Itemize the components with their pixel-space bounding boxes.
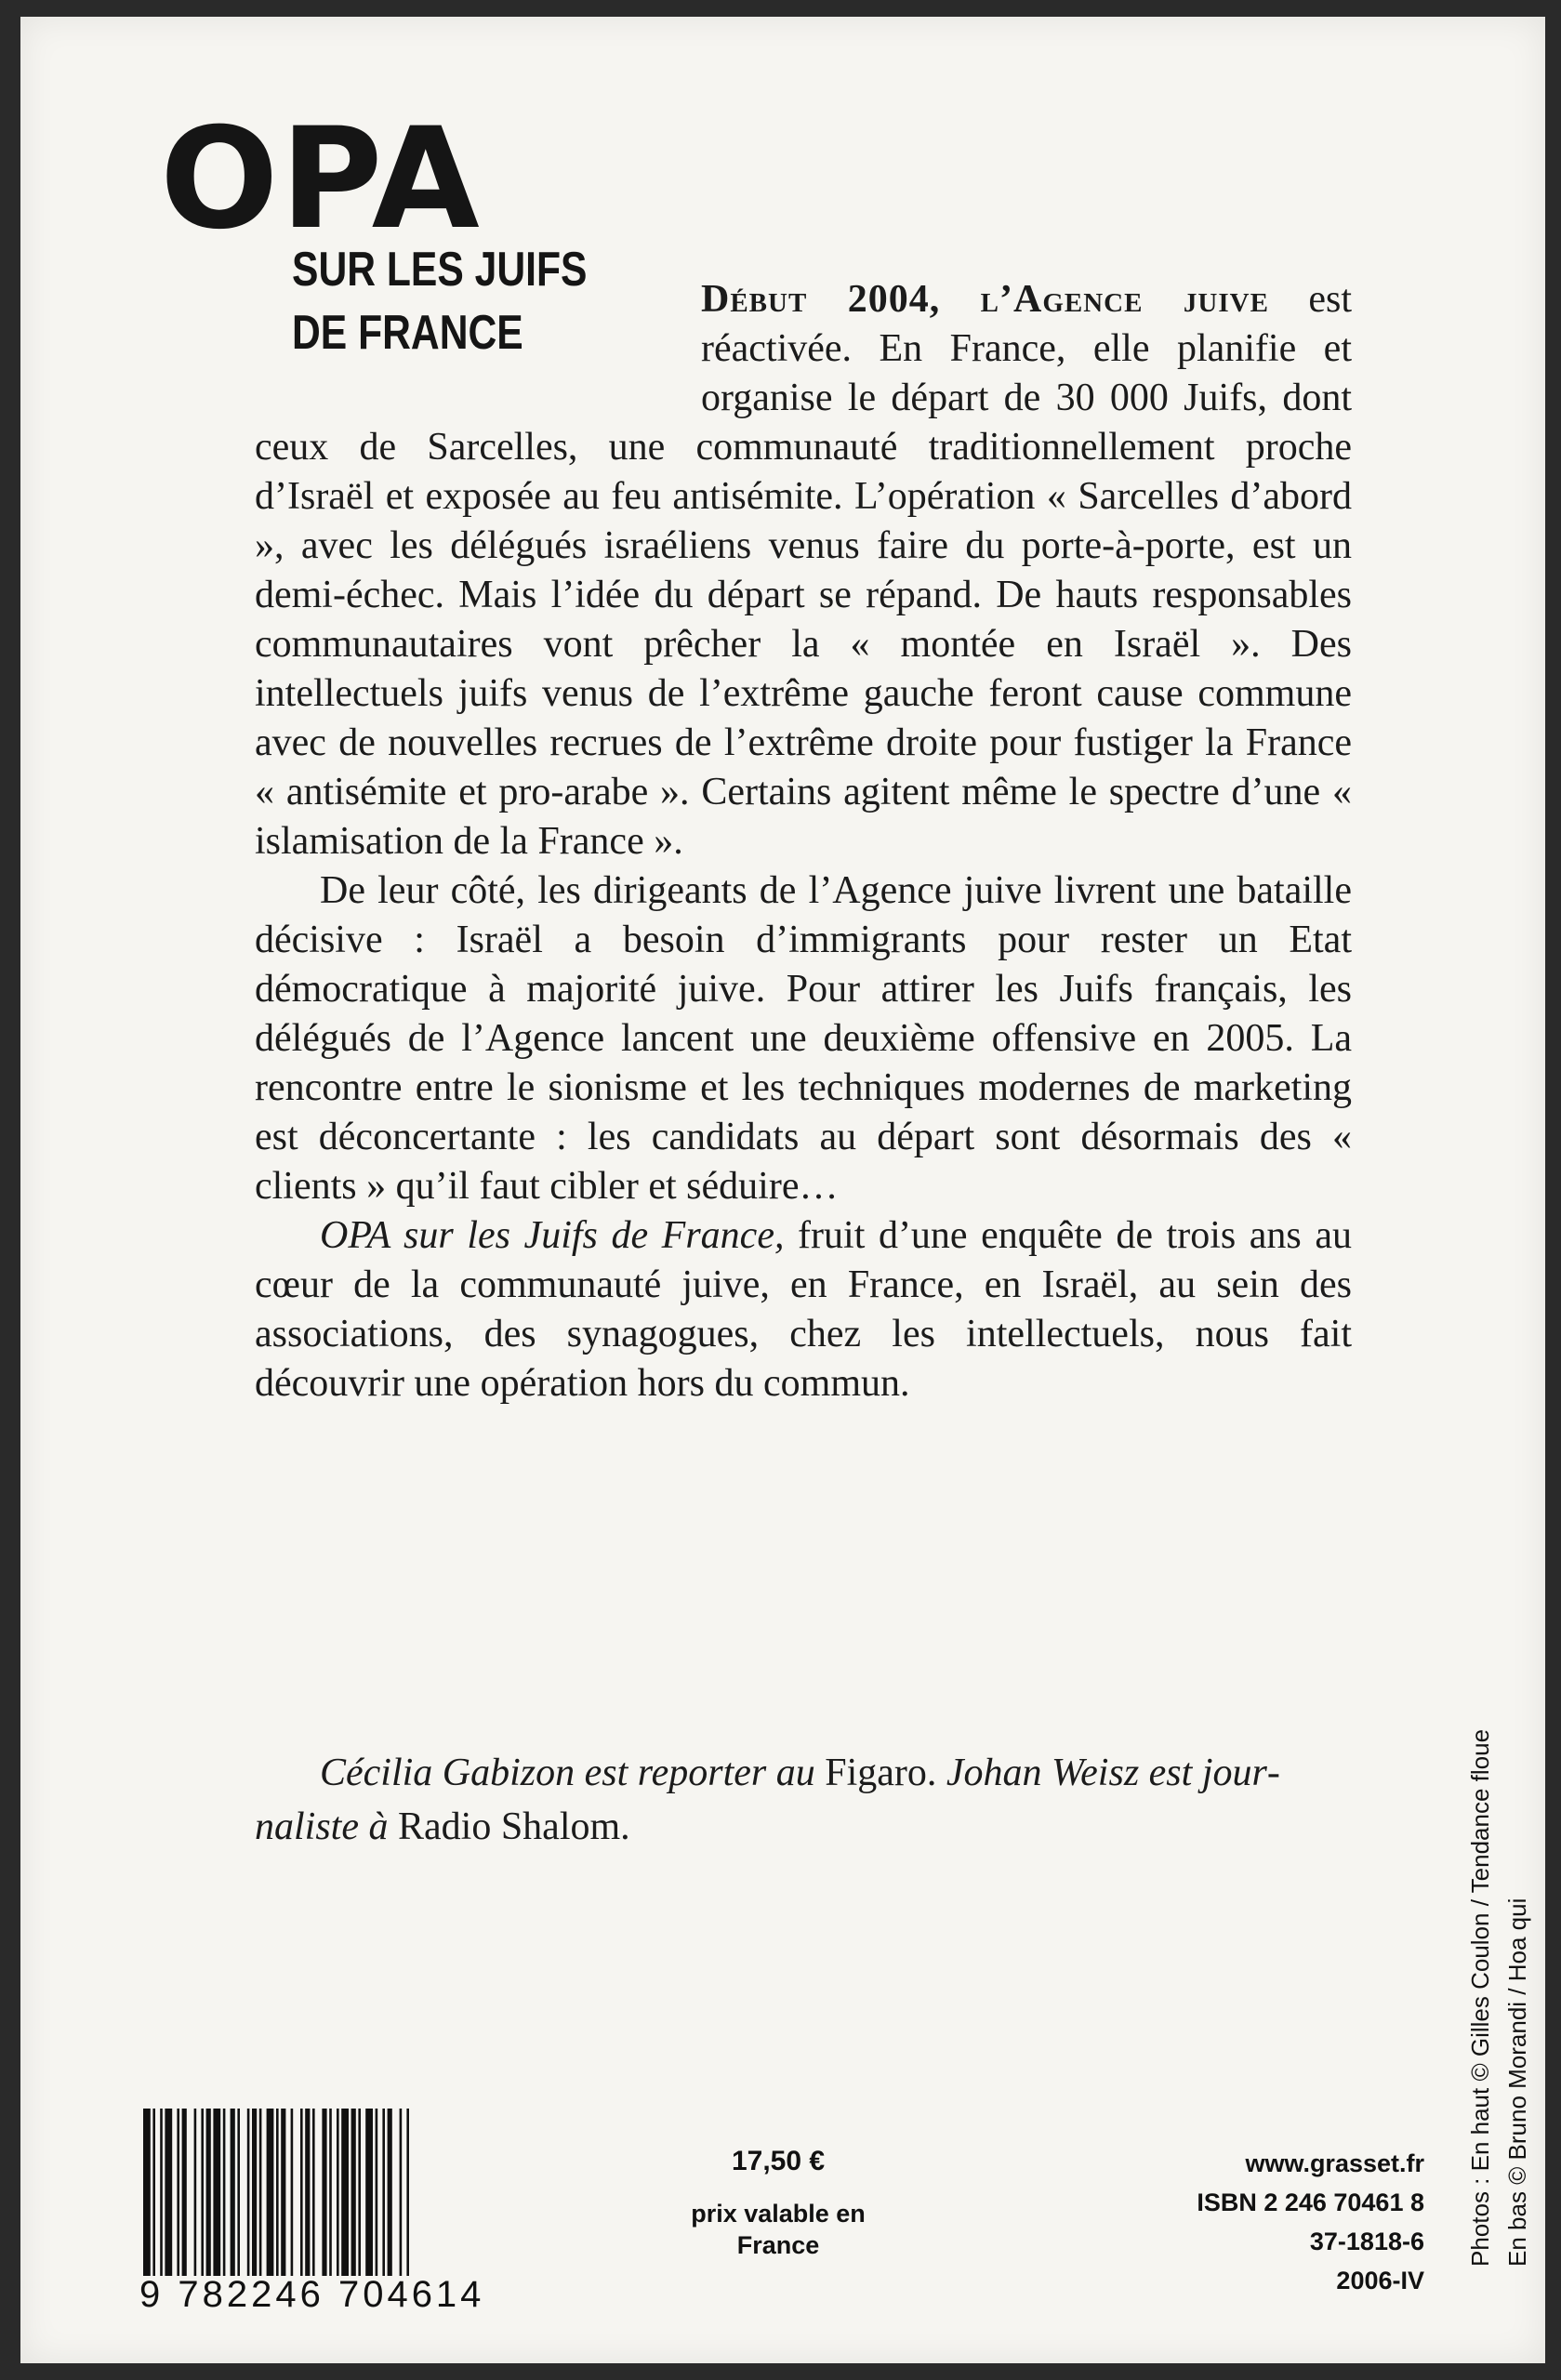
photo-credit-line-2: En bas © Bruno Morandi / Hoa qui [1503,1897,1531,2267]
back-cover [20,17,1545,2363]
author-1-newspaper: Figaro. [814,1752,937,1794]
author-2-bio: Johan Weisz est journaliste à [255,1752,1280,1848]
subtitle-line-1: SUR LES JUIFS [292,243,588,297]
blurb-paragraph-2: De leur côté, les dirigeants de l’Agence juive livrent une bataille décisive : Israël a besoin d’immigrants pour rester un Etat démocratique à majorité juive. Pour attirer les Juifs français, les délégués de l’Agence lancent une deuxième offensive en 2005. La rencontre entre le sionisme et les techniques modernes de marketing est déconcertante : les candidats au départ sont désormais des « clients » qu’il faut cibler et séduire… [255,869,1352,1208]
blurb-paragraph-1-text: est réactivée. En France, elle planifie et organise le départ de 30 000 Juifs, dont ceux de Sarcelles, une communauté traditionnellement proche d’Israël et exposée au feu antisémite. L’opération « Sarcelles d’abord », avec les délégués israéliens venus faire du porte-à-porte, est un demi-échec. Mais l’idée du départ se répand. De hauts responsables communautaires vont prêcher la « montée en Israël ». Des intellectuels juifs venus de l’extrême gauche feront cause commune avec de nouvelles recrues de l’extrême droite pour fustiger la France « antisémite et pro-arabe ». Certains agitent même le spectre d’une « islamisation de la France ». [255,278,1352,863]
blurb-book-title-italic: OPA sur les Juifs de France, [320,1214,785,1257]
price-amount: 17,50 € [731,2146,826,2176]
publisher-website: www.grasset.fr [1245,2149,1424,2177]
photo-credits [1462,1597,1536,2267]
author-1-bio: Cécilia Gabizon est reporter au [320,1752,815,1794]
price-note-line-1: prix valable en [691,2200,866,2228]
author-bios [255,1746,1352,1854]
blurb-lead-smallcaps: Début 2004, l’Agence juive [701,278,1269,321]
edition-code: 2006-IV [1336,2267,1424,2294]
price-block [634,2146,922,2261]
isbn-barcode [139,2109,530,2276]
photo-credit-line-1: Photos : En haut © Gilles Coulon / Tendance floue [1466,1728,1494,2267]
catalog-code: 37-1818-6 [1309,2228,1424,2255]
title-spacer [255,275,701,405]
book-title: OPA [160,99,482,260]
price-note-line-2: France [736,2231,820,2259]
publisher-info [1080,2144,1424,2300]
author-2-radio: Radio Shalom. [388,1805,630,1848]
blurb-text [255,275,1352,1408]
subtitle-line-2: DE FRANCE [292,306,523,360]
blurb-paragraph-3-text: fruit d’une enquête de trois ans au cœur de la communauté juive, en France, en Israël, au sein des associations, des synagogues, chez les intellectuels, nous fait découvrir une opération hors du commun. [255,1214,1352,1405]
barcode-digits: 9 782246 704614 [139,2274,485,2315]
isbn-number: ISBN 2 246 70461 8 [1197,2188,1424,2216]
blurb-paragraph-3 [255,1211,1352,1408]
